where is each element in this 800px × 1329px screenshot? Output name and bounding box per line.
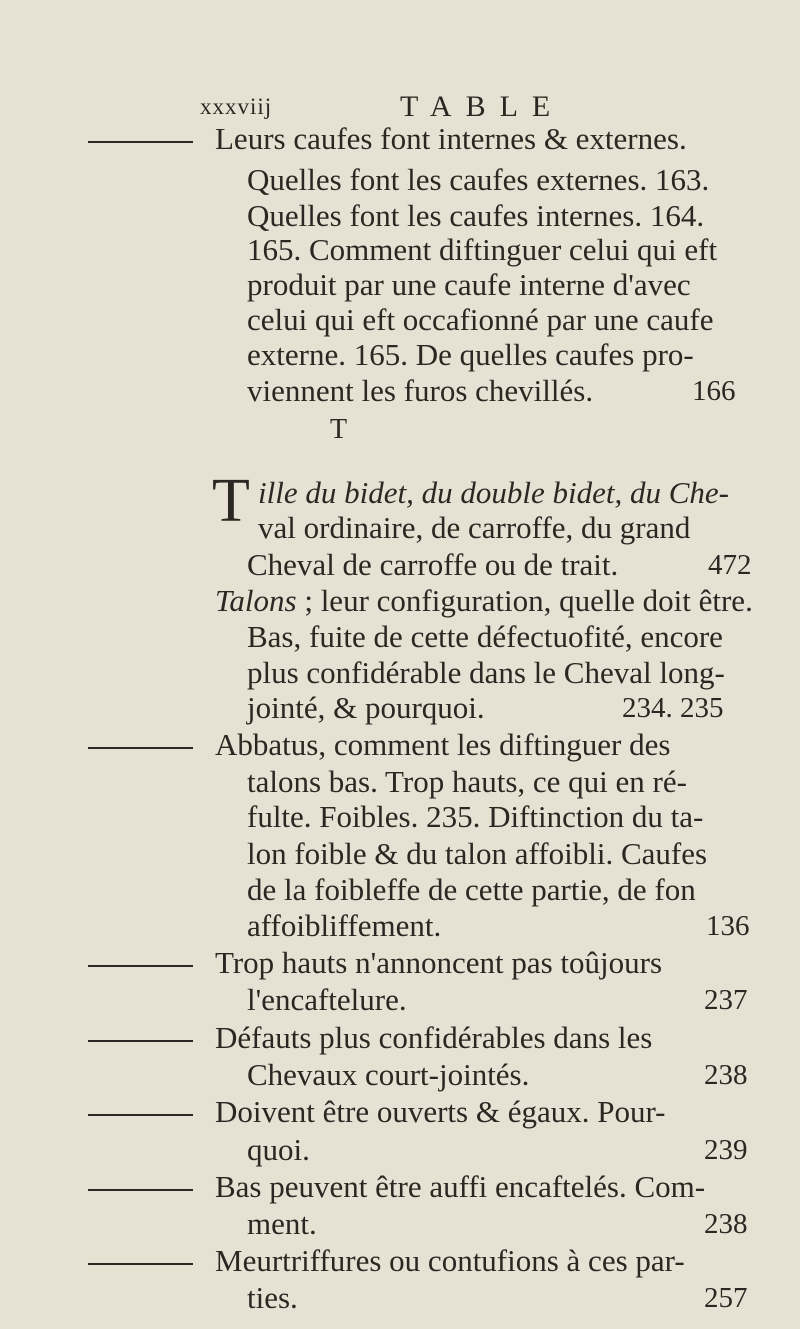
entry-line: produit par une caufe interne d'avec [247, 267, 691, 302]
entry-line: ment. [247, 1206, 317, 1241]
entry-line: fulte. Foibles. 235. Diftinction du ta- [247, 799, 704, 834]
entry-line: Chevaux court-jointés. [247, 1057, 530, 1092]
page-reference: 239 [704, 1134, 748, 1166]
entry-line: 165. Comment diftinguer celui qui eft [247, 232, 718, 267]
page-reference: 238 [704, 1059, 748, 1091]
entry-dash [88, 747, 193, 749]
entry-dash [88, 1263, 193, 1265]
entry-line: plus confidérable dans le Cheval long- [247, 655, 725, 690]
entry-keyword: Talons [215, 583, 297, 618]
page-number: xxxviij [200, 94, 273, 119]
entry-dash [88, 1040, 193, 1042]
entry-line: ille du bidet, du double bidet, du Che- [258, 475, 729, 510]
entry-line: Quelles font les caufes externes. 163. [247, 162, 710, 197]
entry-text: ; leur configuration, quelle doit être. [296, 583, 753, 618]
entry-line: ties. [247, 1280, 298, 1315]
entry-line: externe. 165. De quelles caufes pro- [247, 337, 694, 372]
entry-line: affoibliffement. [247, 908, 442, 943]
entry-line: l'encaftelure. [247, 982, 407, 1017]
entry-line: val ordinaire, de carroffe, du grand [258, 510, 691, 545]
page-reference: 166 [692, 375, 736, 407]
entry-line: Bas, fuite de cette défectuofité, encore [247, 619, 723, 654]
entry-line: lon foible & du talon affoibli. Caufes [247, 836, 708, 871]
entry-line: Cheval de carroffe ou de trait. [247, 547, 619, 582]
running-title: TABLE [400, 90, 565, 123]
entry-line: jointé, & pourquoi. [247, 690, 485, 725]
entry-line: Bas peuvent être auffi encaftelés. Com- [215, 1169, 706, 1204]
page-reference: 472 [708, 549, 752, 581]
entry-line: viennent les furos chevillés. [247, 373, 594, 408]
entry-line: Trop hauts n'annoncent pas toûjours [215, 945, 663, 980]
entry-line: Meurtriffures ou contufions à ces par- [215, 1243, 685, 1278]
page-reference: 234. 235 [622, 692, 724, 724]
entry-dash [88, 141, 193, 143]
page-reference: 237 [704, 984, 748, 1016]
page-reference: 136 [706, 910, 750, 942]
entry-line: Quelles font les caufes internes. 164. [247, 198, 705, 233]
entry-line: Défauts plus confidérables dans les [215, 1020, 653, 1055]
entry-dash [88, 1114, 193, 1116]
page-reference: 257 [704, 1282, 748, 1314]
entry-line: Leurs caufes font internes & externes. [215, 121, 687, 156]
drop-cap: T [212, 467, 250, 535]
entry-line [215, 581, 753, 621]
entry-line: de la foibleffe de cette partie, de fon [247, 872, 696, 907]
entry-line: Abbatus, comment les diftinguer des [215, 727, 671, 762]
entry-line: talons bas. Trop hauts, ce qui en ré- [247, 764, 687, 799]
entry-dash [88, 965, 193, 967]
entry-line: quoi. [247, 1132, 310, 1167]
section-letter: T [330, 414, 348, 445]
entry-line: celui qui eft occafionné par une caufe [247, 302, 714, 337]
page-reference: 238 [704, 1208, 748, 1240]
entry-dash [88, 1189, 193, 1191]
entry-line: Doivent être ouverts & égaux. Pour- [215, 1094, 666, 1129]
